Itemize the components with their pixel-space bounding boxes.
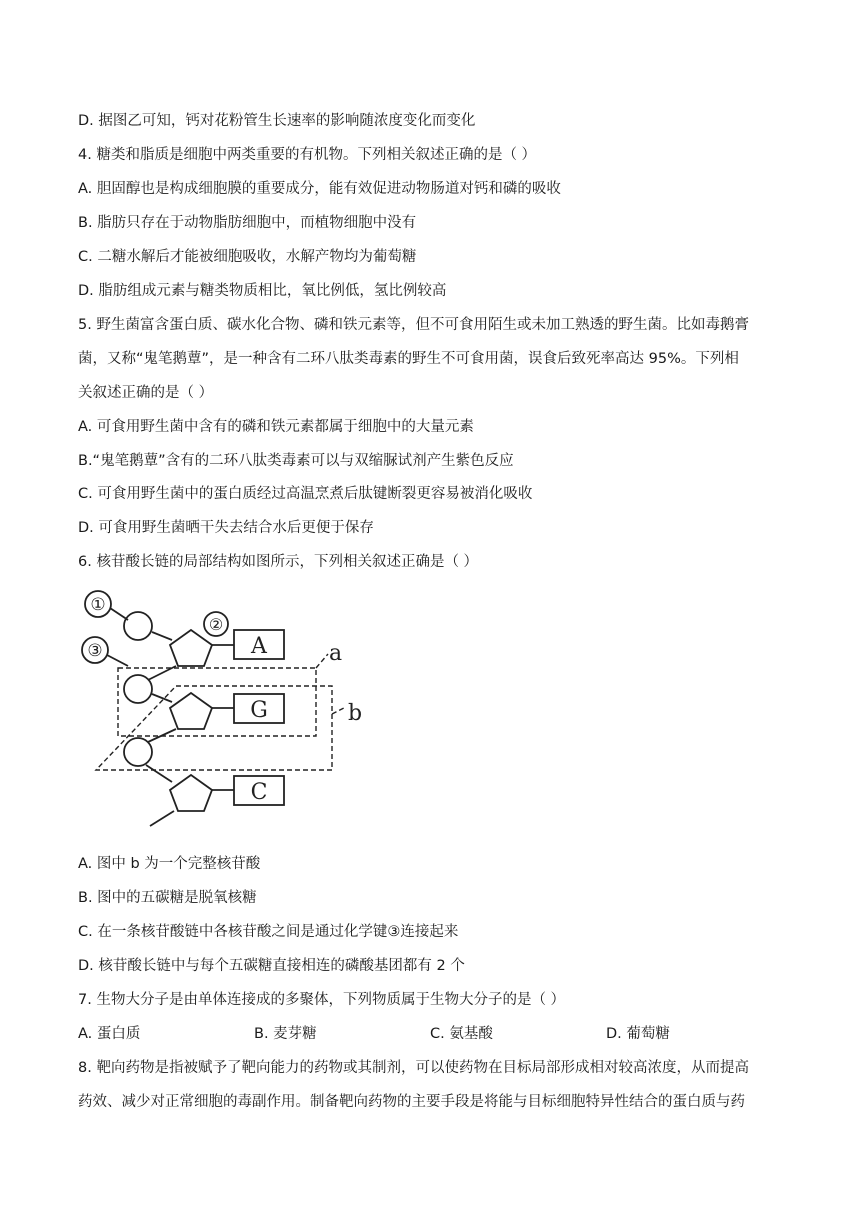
q5-option-a: A. 可食用野生菌中含有的磷和铁元素都属于细胞中的大量元素 [78, 419, 474, 435]
q8-stem-line-1: 8. 靶向药物是指被赋予了靶向能力的药物或其制剂，可以使药物在目标局部形成相对较高浓度，从而提高 [78, 1060, 749, 1076]
q5-option-c: C. 可食用野生菌中的蛋白质经过高温烹煮后肽键断裂更容易被消化吸收 [78, 486, 533, 502]
q5-stem-line-1: 5. 野生菌富含蛋白质、碳水化合物、磷和铁元素等，但不可食用陌生或未加工熟透的野生菌。比如毒鹅膏 [78, 317, 749, 333]
label-three: ③ [87, 641, 103, 661]
q3-option-d: D. 据图乙可知，钙对花粉管生长速率的影响随浓度变化而变化 [78, 113, 476, 129]
q6-option-d: D. 核苷酸长链中与每个五碳糖直接相连的磷酸基团都有 2 个 [78, 958, 465, 974]
q7-option-c: C. 氨基酸 [430, 1026, 493, 1042]
label-two: ② [208, 615, 224, 634]
q5-option-d: D. 可食用野生菌晒干失去结合水后更便于保存 [78, 520, 374, 536]
nucleotide-chain-figure [76, 582, 386, 838]
q4-option-b: B. 脂肪只存在于动物脂肪细胞中，而植物细胞中没有 [78, 215, 417, 231]
q4-stem: 4. 糖类和脂质是细胞中两类重要的有机物。下列相关叙述正确的是（ ） [78, 147, 537, 163]
base-c: C [250, 780, 268, 805]
box-label-a: a [329, 641, 343, 666]
label-one: ① [90, 595, 106, 615]
q6-option-a: A. 图中 b 为一个完整核苷酸 [78, 856, 261, 872]
q7-option-b: B. 麦芽糖 [254, 1026, 317, 1042]
box-label-b: b [348, 701, 363, 726]
dashed-box-b [96, 686, 332, 770]
q5-stem-line-3: 关叙述正确的是（ ） [78, 385, 214, 401]
q4-option-c: C. 二糖水解后才能被细胞吸收，水解产物均为葡萄糖 [78, 249, 417, 265]
q5-option-b: B.“鬼笔鹅蕈”含有的二环八肽类毒素可以与双缩脲试剂产生紫色反应 [78, 453, 514, 469]
q6-option-b: B. 图中的五碳糖是脱氧核糖 [78, 890, 257, 906]
base-g: G [250, 698, 268, 723]
q7-option-a: A. 蛋白质 [78, 1026, 141, 1042]
q8-stem-line-2: 药效、减少对正常细胞的毒副作用。制备靶向药物的主要手段是将能与目标细胞特异性结合的蛋白质与药 [78, 1094, 745, 1110]
q5-stem-line-2: 菌，又称“鬼笔鹅蕈”，是一种含有二环八肽类毒素的野生不可食用菌，误食后致死率高达 95%。下列相 [78, 351, 739, 367]
q7-option-d: D. 葡萄糖 [606, 1026, 670, 1042]
q6-stem: 6. 核苷酸长链的局部结构如图所示，下列相关叙述正确是（ ） [78, 554, 479, 570]
q4-option-d: D. 脂肪组成元素与糖类物质相比，氧比例低，氢比例较高 [78, 283, 447, 299]
q7-stem: 7. 生物大分子是由单体连接成的多聚体，下列物质属于生物大分子的是（ ） [78, 992, 566, 1008]
q6-option-c: C. 在一条核苷酸链中各核苷酸之间是通过化学键③连接起来 [78, 924, 459, 940]
q4-option-a: A. 胆固醇也是构成细胞膜的重要成分，能有效促进动物肠道对钙和磷的吸收 [78, 181, 561, 197]
base-a: A [251, 634, 267, 659]
